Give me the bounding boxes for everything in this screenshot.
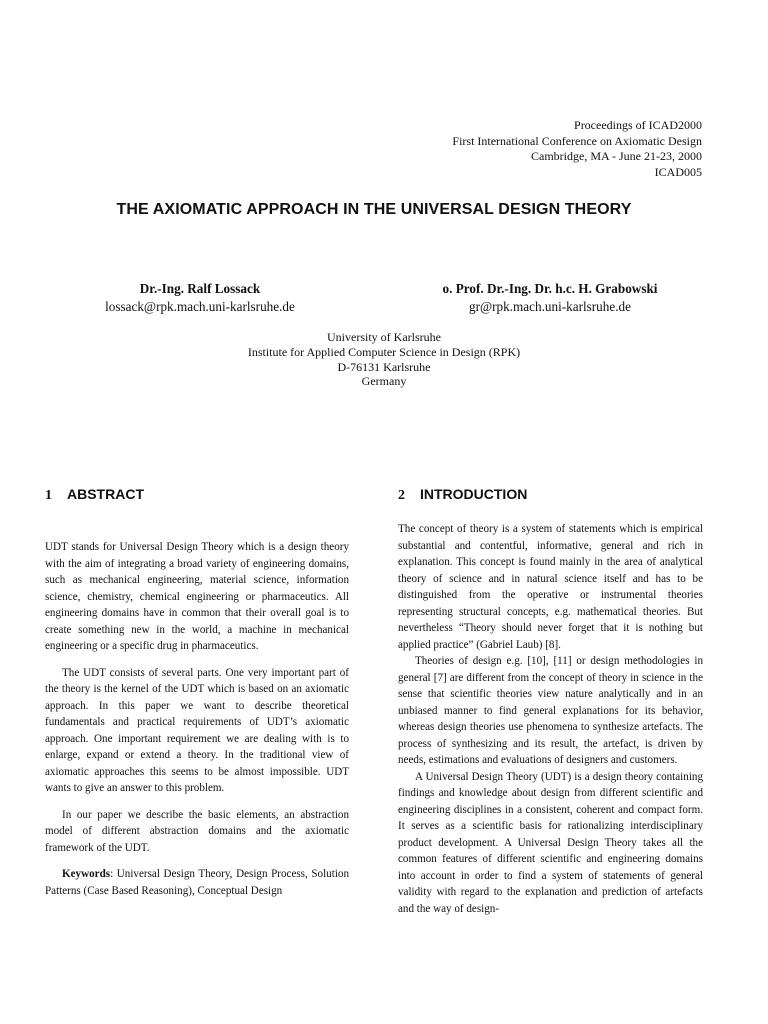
introduction-paragraph: A Universal Design Theory (UDT) is a design theory containing findings and knowledge about design from different scientific and engineering disciplines in a consistent, coherent and compact form. It serves as a scientific basis for rationalizing interdisciplinary product development. A Universal Design Theory takes all the common features of different scientific and engineering domains into account in order to find a system of statements of general validity with regard to the explanation and prediction of artefacts and the way of design- [398,770,703,915]
proceedings-line: Proceedings of ICAD2000 [574,118,702,132]
section-heading-introduction [398,486,527,504]
affiliation-line: University of Karlsruhe [327,330,441,344]
section-number: 2 [398,488,405,503]
author-block [390,280,710,316]
abstract-paragraph: UDT stands for Universal Design Theory which is a design theory with the aim of integrating a broad variety of engineering domains, such as mechanical engineering, material science, information science, chemistry, chemical engineering or pharmaceutics. All engineering domains have in common that their overall goal is to create something new in the world, a machine in mechanical engineering or a specific drug in pharmaceutics. [45,541,349,652]
abstract-paragraph: In our paper we describe the basic elements, an abstraction model of different abstraction domains and the axiomatic framework of the UDT. [45,808,349,854]
section-number: 1 [45,488,52,503]
introduction-column [398,521,703,917]
paper-title: THE AXIOMATIC APPROACH IN THE UNIVERSAL DESIGN THEORY [116,201,632,218]
keywords-paragraph [45,866,349,899]
keywords-label: Keywords [62,868,111,880]
affiliation [0,330,768,389]
introduction-paragraph: Theories of design e.g. [10], [11] or design methodologies in general [7] are different from the concept of theory in science in the sense that scientific theories view nature analytically and in an unbiased manner to find general explanations for its behavior, whereas design theories use phenomena to synthesize artefacts. The process of synthesizing and its result, the artefact, is driven by needs, estimations and evaluations of designers and customers. [398,655,703,766]
proceedings-line: Cambridge, MA - June 21-23, 2000 [531,149,702,163]
proceedings-line: ICAD005 [654,164,702,179]
affiliation-line: Germany [361,374,407,389]
author-email: lossack@rpk.mach.uni-karlsruhe.de [105,299,295,314]
author-name: Dr.-Ing. Ralf Lossack [139,281,261,296]
section-heading-abstract [45,486,144,504]
affiliation-line: D-76131 Karlsruhe [337,359,431,374]
section-title: INTRODUCTION [420,486,528,502]
abstract-column [45,539,349,909]
proceedings-line: First International Conference on Axiomatic Design [452,133,702,148]
keywords-text: : Universal Design Theory, Design Process, Solution Patterns (Case Based Reasoning), Conceptual Design [45,868,349,897]
abstract-paragraph: The UDT consists of several parts. One very important part of the theory is the kernel of the UDT which is based on an axiomatic approach. In this paper we want to describe theoretical fundamentals and practical requirements of UDT’s axiomatic approach. One important requirement we are dealing with is to enlarge, expand or extend a theory. In the traditional view of axiomatic approaches this seems to be almost impossible. UDT wants to give an answer to this problem. [45,666,349,794]
introduction-paragraph: The concept of theory is a system of statements which is empirical substantial and contentful, informative, general and rich in explanation. This concept is found mainly in the area of analytical theory of science and in natural science itself and has to be distinguished from the operative or instrumental theories representing structural concepts, e.g. mathematical theories. But nevertheless “Theory should never forget that it is nothing but applied practice” (Gabriel Laub) [8]. [398,523,703,651]
proceedings-header [282,118,702,180]
section-title: ABSTRACT [67,486,144,502]
author-email: gr@rpk.mach.uni-karlsruhe.de [469,299,631,314]
author-name: o. Prof. Dr.-Ing. Dr. h.c. H. Grabowski [442,281,658,296]
author-block [40,280,360,316]
affiliation-line: Institute for Applied Computer Science in Design (RPK) [247,344,521,359]
